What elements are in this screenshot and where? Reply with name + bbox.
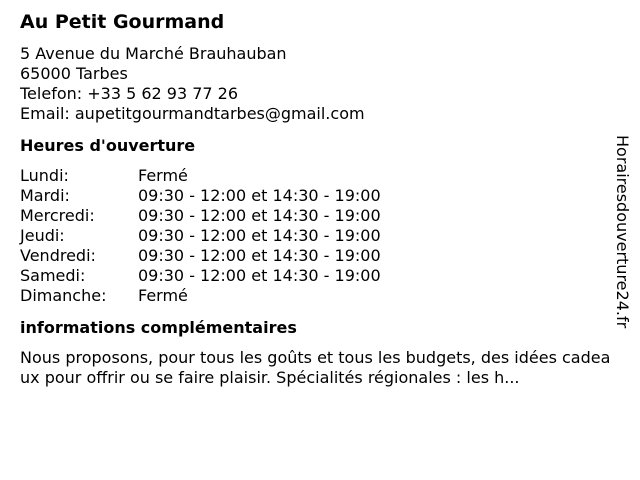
street-address: 5 Avenue du Marché Brauhauban [20, 44, 287, 63]
info-heading: informations complémentaires [20, 318, 297, 337]
hours-day: Mardi: [20, 186, 70, 205]
phone-number: Telefon: +33 5 62 93 77 26 [20, 84, 239, 103]
hours-day: Dimanche: [20, 286, 107, 305]
site-watermark-label: Horairesdouverture24.fr [613, 135, 632, 329]
hours-table [20, 166, 620, 306]
hours-day: Vendredi: [20, 246, 96, 265]
hours-time: Fermé [138, 286, 188, 305]
hours-day: Mercredi: [20, 206, 95, 225]
hours-time: 09:30 - 12:00 et 14:30 - 19:00 [138, 206, 381, 225]
hours-time: Fermé [138, 166, 188, 185]
hours-row-samedi [20, 266, 620, 286]
hours-time: 09:30 - 12:00 et 14:30 - 19:00 [138, 246, 381, 265]
business-name: Au Petit Gourmand [20, 11, 225, 33]
info-description: Nous proposons, pour tous les goûts et tous les budgets, des idées cadeaux pour offrir ou se faire plaisir. Spécialités régionales : les h... [20, 348, 611, 387]
business-card [20, 10, 620, 388]
hours-row-dimanche [20, 286, 620, 306]
hours-time: 09:30 - 12:00 et 14:30 - 19:00 [138, 226, 381, 245]
postal-city: 65000 Tarbes [20, 64, 128, 83]
hours-time: 09:30 - 12:00 et 14:30 - 19:00 [138, 266, 381, 285]
hours-day: Jeudi: [20, 226, 65, 245]
hours-row-mercredi [20, 206, 620, 226]
hours-row-jeudi [20, 226, 620, 246]
hours-day: Samedi: [20, 266, 86, 285]
hours-row-vendredi [20, 246, 620, 266]
hours-time: 09:30 - 12:00 et 14:30 - 19:00 [138, 186, 381, 205]
hours-day: Lundi: [20, 166, 69, 185]
email-address: Email: aupetitgourmandtarbes@gmail.com [20, 104, 365, 123]
address-block [20, 44, 620, 124]
hours-heading: Heures d'ouverture [20, 136, 196, 155]
hours-row-mardi [20, 186, 620, 206]
hours-row-lundi [20, 166, 620, 186]
